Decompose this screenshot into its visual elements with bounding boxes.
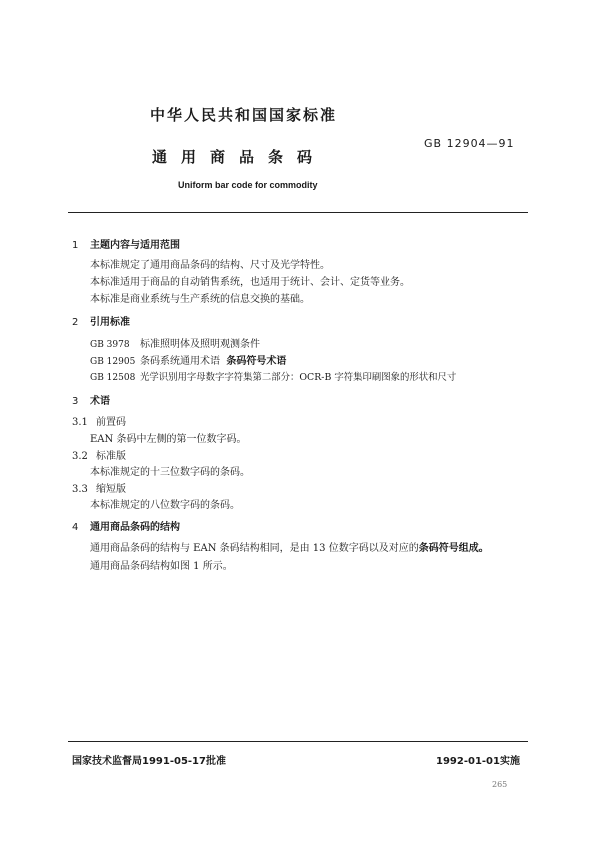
- implementation-date: 1992-01-01实施: [436, 756, 520, 767]
- section-1-paragraph: 本标准适用于商品的自动销售系统，也适用于统计、会计、定货等业务。: [90, 277, 410, 288]
- approval-date: 国家技术监督局1991-05-17批准: [72, 756, 226, 767]
- document-title: 通用商品条码: [152, 148, 327, 166]
- section-4-paragraph: 通用商品条码的结构与 EAN 条码结构相同，是由 13 位数字码以及对应的条码符号组成。: [90, 543, 489, 554]
- term-heading: 3.1 前置码: [72, 417, 126, 428]
- reference-item: GB 12905 条码系统通用术语 条码符号术语: [90, 356, 287, 367]
- section-1-paragraph: 本标准规定了通用商品条码的结构、尺寸及光学特性。: [90, 260, 330, 271]
- section-3-heading: 3 术语: [72, 396, 110, 407]
- term-definition: EAN 条码中左侧的第一位数字码。: [90, 434, 247, 445]
- reference-item: GB 12508 光学识别用字母数字字符集第二部分：OCR-B 字符集印刷图象的形状和尺寸: [90, 372, 457, 383]
- section-2-heading: 2 引用标准: [72, 317, 130, 328]
- english-title: Uniform bar code for commodity: [178, 180, 318, 190]
- reference-item: GB 3978 标准照明体及照明观测条件: [90, 339, 260, 350]
- term-definition: 本标准规定的八位数字码的条码。: [90, 500, 240, 511]
- page-number: 265: [492, 780, 508, 789]
- section-1-heading: 1 主题内容与适用范围: [72, 240, 180, 251]
- term-heading: 3.2 标准版: [72, 451, 126, 462]
- section-1-paragraph: 本标准是商业系统与生产系统的信息交换的基础。: [90, 294, 310, 305]
- footer-divider: [68, 741, 528, 742]
- org-title: 中华人民共和国国家标准: [150, 106, 338, 124]
- standard-number: GB 12904—91: [424, 137, 515, 150]
- section-4-heading: 4 通用商品条码的结构: [72, 522, 180, 533]
- term-definition: 本标准规定的十三位数字码的条码。: [90, 467, 250, 478]
- header-divider: [68, 212, 528, 213]
- section-4-paragraph: 通用商品条码结构如图 1 所示。: [90, 561, 233, 572]
- term-heading: 3.3 缩短版: [72, 484, 126, 495]
